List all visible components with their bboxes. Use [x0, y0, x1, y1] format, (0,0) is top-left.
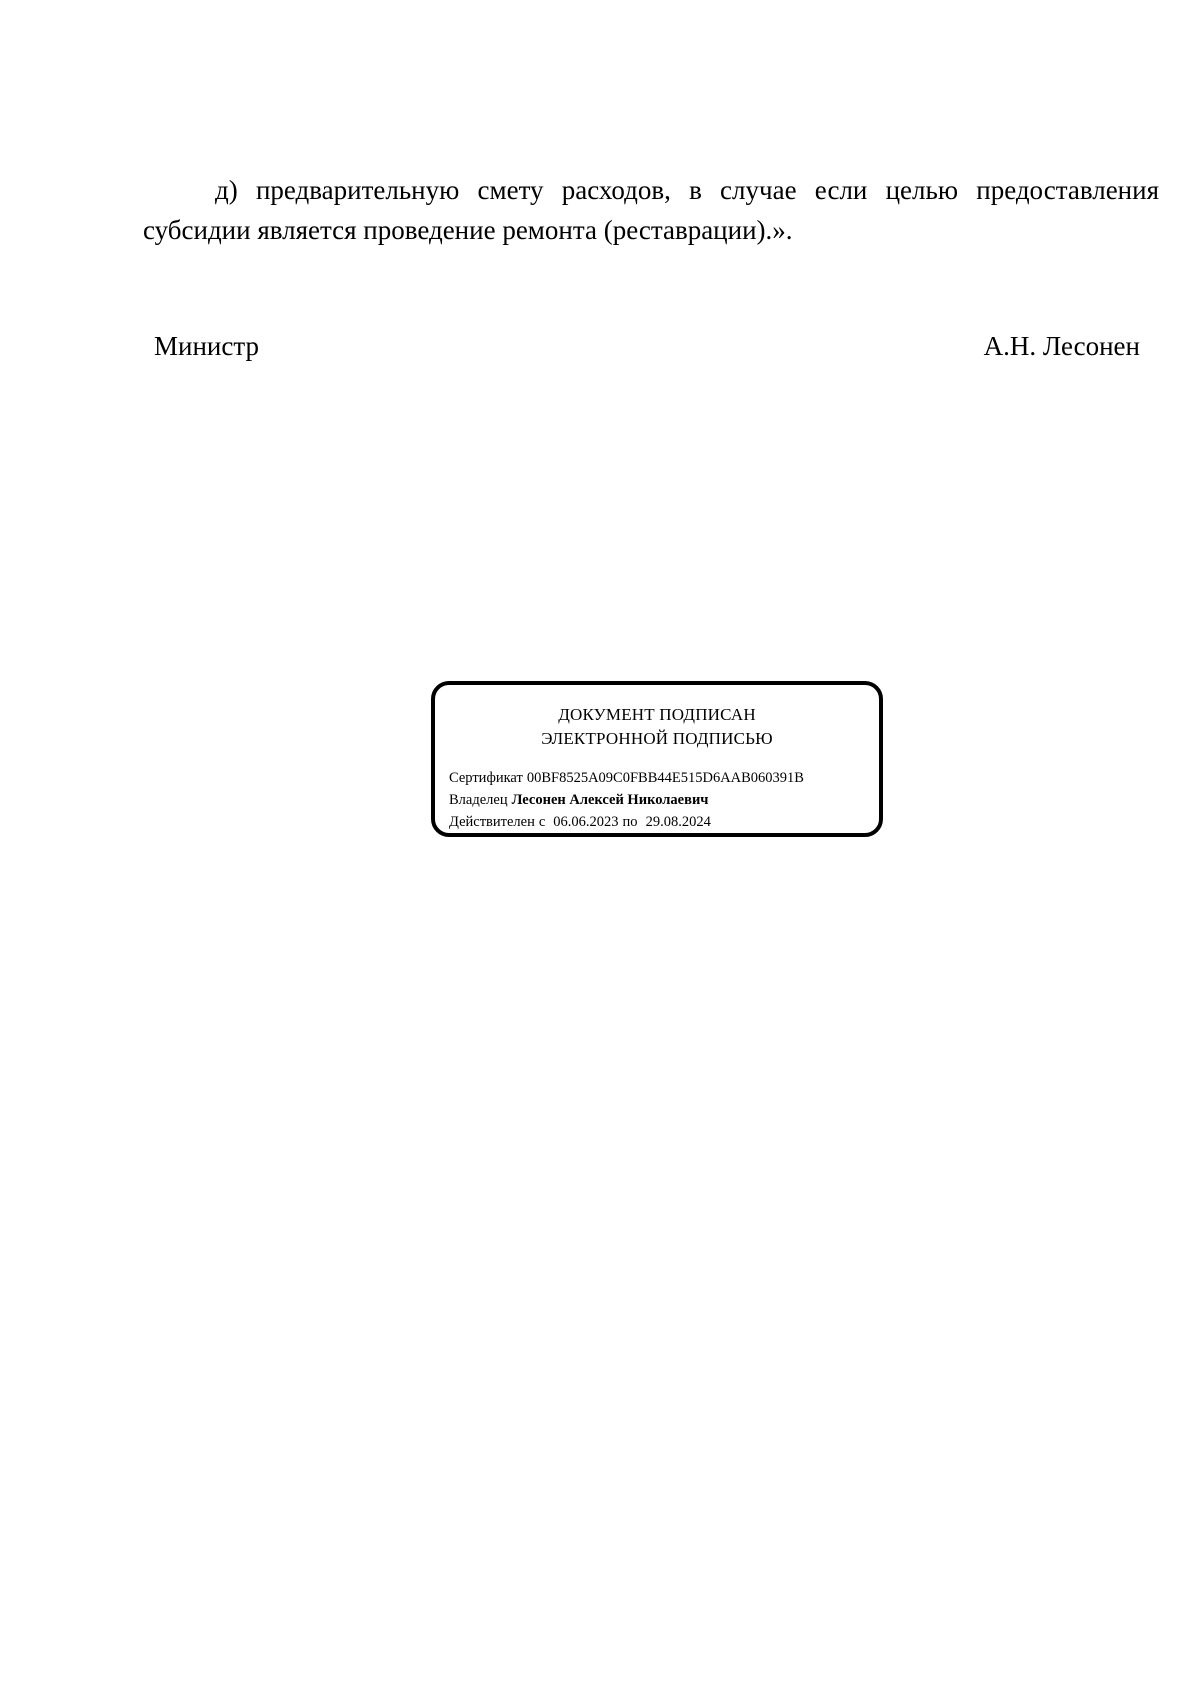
valid-label: Действителен [449, 814, 535, 830]
valid-to-date: 29.08.2024 [645, 814, 711, 830]
stamp-title-line-1: ДОКУМЕНТ ПОДПИСАН [558, 705, 756, 724]
stamp-title [435, 703, 879, 751]
stamp-details [449, 767, 804, 833]
certificate-label: Сертификат [449, 770, 523, 786]
electronic-signature-stamp [431, 681, 883, 837]
stamp-title-line-2: ЭЛЕКТРОННОЙ ПОДПИСЬЮ [541, 729, 773, 748]
signature-block [154, 326, 1140, 366]
body-paragraph: д) предварительную смету расходов, в случае если целью предоставления субсидии является проведение ремонта (реставрации).». [143, 175, 1159, 245]
certificate-value: 00BF8525A09C0FBB44E515D6AAB060391B [526, 770, 804, 786]
stamp-owner-line [449, 789, 804, 811]
owner-label: Владелец [449, 792, 508, 808]
valid-to-label: по [622, 814, 638, 830]
stamp-validity-line [449, 811, 804, 833]
valid-from-date: 06.06.2023 [553, 814, 619, 830]
owner-value: Лесонен Алексей Николаевич [511, 792, 709, 808]
valid-from-label: с [538, 814, 546, 830]
signatory-position: Министр [154, 331, 259, 361]
signatory-name: А.Н. Лесонен [983, 331, 1140, 361]
stamp-certificate-line [449, 767, 804, 789]
